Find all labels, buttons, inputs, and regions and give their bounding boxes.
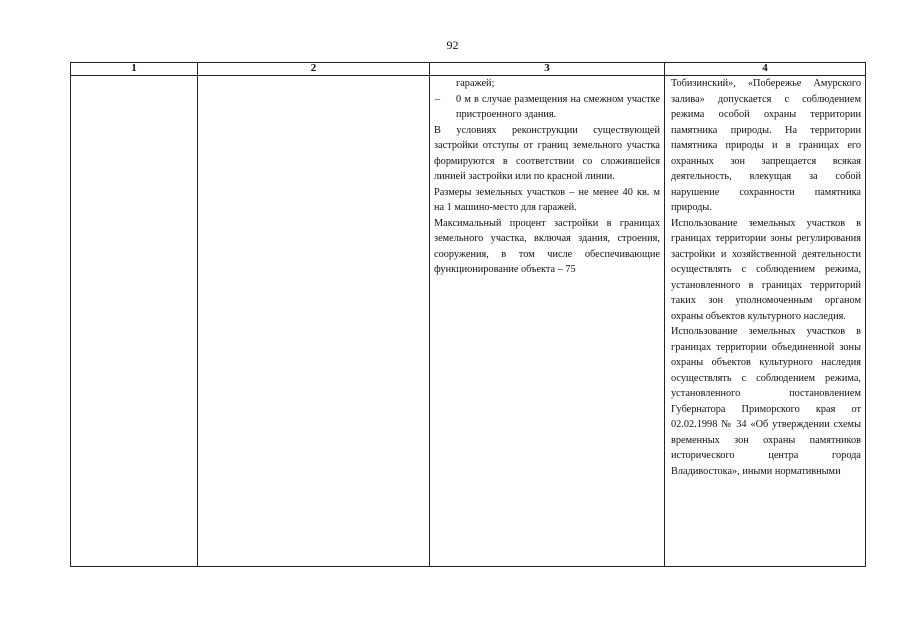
column-header-2: 2: [198, 63, 430, 76]
nature-monument-paragraph: Тобизинский», «Побережье Амурского залива» допускается с соблюдением режима особой охраны территории памятника природы. На территории памятника природы и в границах его охранных зон запрещается всякая деятельность, влекущая за собой нарушение сохранности памятника природы.: [671, 78, 861, 213]
page-number: 92: [446, 38, 459, 52]
column-header-3: 3: [430, 63, 665, 76]
column-header-1: 1: [71, 63, 198, 76]
dash-marker: –: [435, 93, 441, 105]
cell-col4: [665, 76, 866, 567]
cell-col1: [71, 76, 198, 567]
regulations-table: [70, 62, 866, 567]
plot-size-paragraph: Размеры земельных участков – не менее 40 кв. м на 1 машино-место для гаражей.: [434, 186, 660, 213]
dash-item-text: 0 м в случае размещения на смежном участке пристроенного здания.: [456, 93, 660, 120]
heritage-zone-paragraph: Использование земельных участков в границах территории объединенной зоны охраны объектов культурного наследия осуществлять с соблюдением режима, установленного постановлением Губернатора Приморского края от 02.02.1998 № 34 «Об утверждении схемы временных зон охраны памятников исторического центра города Владивостока», иными нормативными: [671, 326, 861, 477]
dash-list-item: [434, 92, 660, 123]
table-header-row: [71, 63, 866, 76]
building-percent-paragraph: Максимальный процент застройки в границах земельного участка, включая здания, строения, сооружения, в том числе обеспечивающие функционирование объекта – 75: [434, 217, 660, 275]
table-row: [71, 76, 866, 567]
reconstruction-paragraph: В условиях реконструкции существующей застройки отступы от границ земельного участка формируются в соответствии со сложившейся линией застройки или по красной линии.: [434, 124, 660, 182]
column-header-4: 4: [665, 63, 866, 76]
garages-continuation: гаражей;: [456, 78, 495, 89]
cell-col2: [198, 76, 430, 567]
cell-col3: [430, 76, 665, 567]
regulation-zone-paragraph: Использование земельных участков в границах территории зоны регулирования застройки и хозяйственной деятельности осуществлять с соблюдением режима, установленного в границах территорий таких зон уполномоченным органом охраны объектов культурного наследия.: [671, 217, 861, 322]
